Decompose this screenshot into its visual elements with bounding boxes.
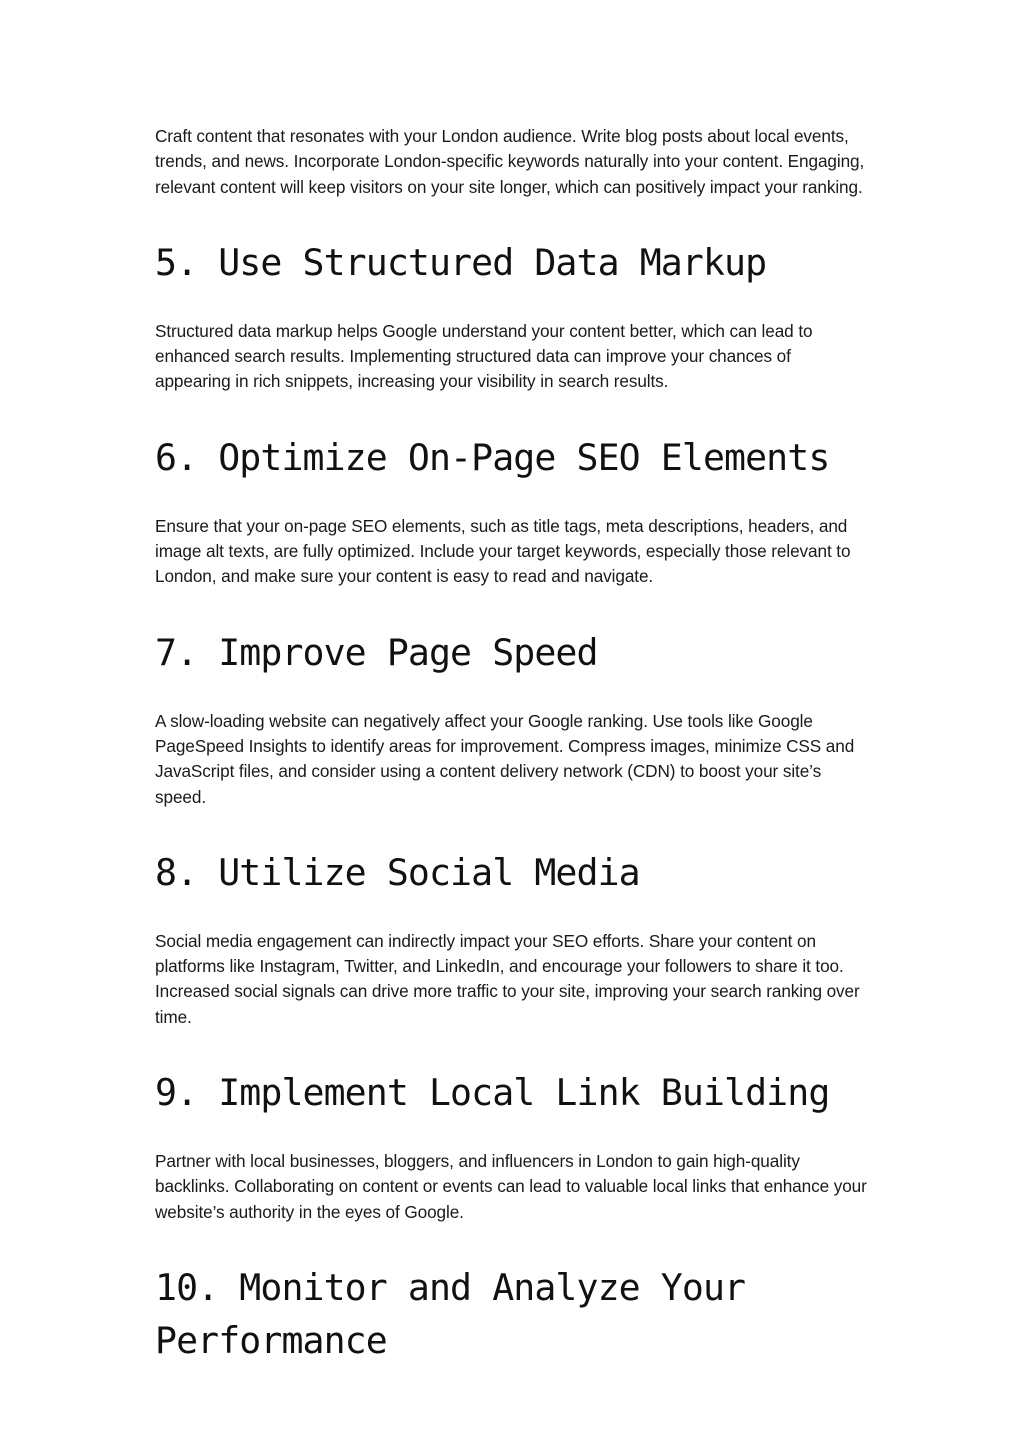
section-9-body: Partner with local businesses, bloggers, and influencers in London to gain high-quality backlinks. Collaborating on content or events can lead to valuable local links that enhance your website’s authority in the eyes of Google. — [155, 1151, 867, 1222]
section-6-heading: 6. Optimize On-Page SEO Elements — [155, 435, 830, 479]
section-8-heading: 8. Utilize Social Media — [155, 850, 640, 894]
section-6-body: Ensure that your on-page SEO elements, such as title tags, meta descriptions, headers, and image alt texts, are fully optimized. Include your target keywords, especially those relevant to London, and make sure your content is easy to read and navigate. — [155, 515, 851, 587]
section-5-body: Structured data markup helps Google understand your content better, which can lead to enhanced search results. Implementing structured data can improve your chances of appearing in rich snippets, increasing your visibility in search results. — [155, 320, 813, 392]
section-9-heading: 9. Implement Local Link Building — [155, 1071, 830, 1115]
section-8-body: Social media engagement can indirectly impact your SEO efforts. Share your content on platforms like Instagram, Twitter, and LinkedIn, and encourage your followers to share it too. Increased social signals can drive more traffic to your site, improving your search ranking over time. — [155, 930, 860, 1027]
document-content — [155, 124, 870, 1367]
intro-paragraph: Craft content that resonates with your London audience. Write blog posts about local events, trends, and news. Incorporate London-specific keywords naturally into your content. Engaging, relevant content will keep visitors on your site longer, which can positively impact your ranking. — [155, 126, 865, 197]
section-7-body: A slow-loading website can negatively affect your Google ranking. Use tools like Google PageSpeed Insights to identify areas for improvement. Compress images, minimize CSS and JavaScript files, and consider using a content delivery network (CDN) to boost your site’s speed. — [155, 710, 855, 807]
section-7-heading: 7. Improve Page Speed — [155, 630, 598, 674]
section-5-heading: 5. Use Structured Data Markup — [155, 240, 767, 284]
section-10-heading: 10. Monitor and Analyze Your Performance — [155, 1265, 746, 1362]
